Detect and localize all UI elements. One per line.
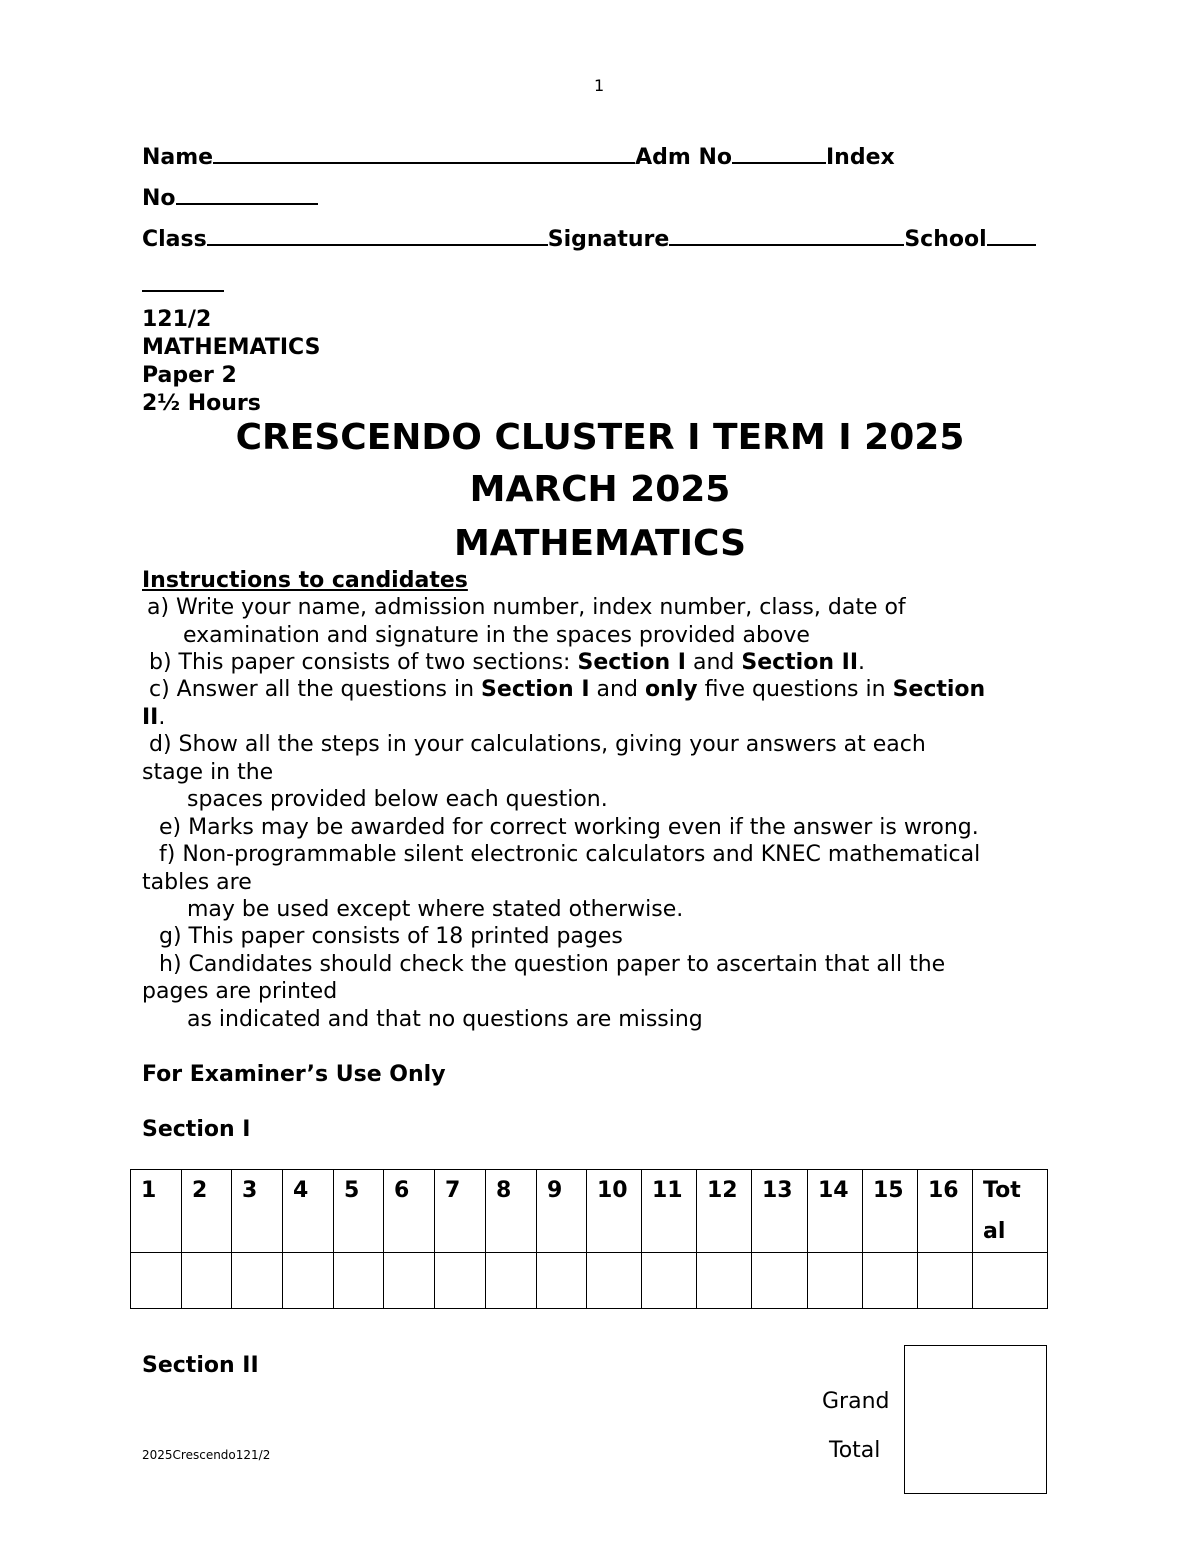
col-header: 12 xyxy=(697,1170,752,1253)
marks-entry-row xyxy=(131,1253,1048,1309)
index-label: Index xyxy=(826,145,895,170)
mark-cell[interactable] xyxy=(486,1253,537,1309)
class-label: Class xyxy=(142,227,207,252)
mark-cell[interactable] xyxy=(752,1253,808,1309)
exam-title: CRESCENDO CLUSTER I TERM I 2025 xyxy=(235,417,965,458)
grand-total-box[interactable] xyxy=(904,1345,1047,1494)
instruction-c: c) Answer all the questions in Section I and only five questions in Section xyxy=(149,677,986,702)
page-number: 1 xyxy=(594,76,605,95)
mark-cell[interactable] xyxy=(642,1253,697,1309)
mark-cell[interactable] xyxy=(435,1253,486,1309)
school-field-continued[interactable] xyxy=(142,268,224,292)
grand-label: Grand xyxy=(822,1389,890,1414)
paper-duration: 2½ Hours xyxy=(142,391,261,416)
instruction-h: h) Candidates should check the question paper to ascertain that all the xyxy=(159,952,946,977)
adm-no-field[interactable] xyxy=(732,142,826,164)
instruction-g: g) This paper consists of 18 printed pages xyxy=(159,924,623,949)
col-header: 16 xyxy=(918,1170,973,1253)
instruction-d-cont1: stage in the xyxy=(142,760,274,785)
section-1-heading: Section I xyxy=(142,1117,251,1142)
total-label: Total xyxy=(829,1438,881,1463)
col-header: 3 xyxy=(232,1170,283,1253)
col-header: 4 xyxy=(283,1170,334,1253)
mark-cell[interactable] xyxy=(334,1253,384,1309)
instruction-h-cont2: as indicated and that no questions are missing xyxy=(187,1007,703,1032)
footer-code: 2025Crescendo121/2 xyxy=(142,1448,271,1462)
marks-header-row xyxy=(131,1170,1048,1253)
name-label: Name xyxy=(142,145,214,170)
mark-cell[interactable] xyxy=(537,1253,587,1309)
col-header: 13 xyxy=(752,1170,808,1253)
class-line xyxy=(142,224,1036,254)
instruction-f: f) Non-programmable silent electronic calculators and KNEC mathematical xyxy=(159,842,981,867)
index-no-line xyxy=(142,183,318,213)
col-header: 15 xyxy=(863,1170,918,1253)
instruction-d-cont2: spaces provided below each question. xyxy=(187,787,608,812)
mark-cell[interactable] xyxy=(232,1253,283,1309)
col-header: 6 xyxy=(384,1170,435,1253)
mark-cell[interactable] xyxy=(131,1253,182,1309)
col-header: 10 xyxy=(587,1170,642,1253)
signature-label: Signature xyxy=(547,227,670,252)
section-1-marks-table xyxy=(130,1169,1048,1309)
class-field[interactable] xyxy=(207,224,548,246)
col-header: 14 xyxy=(808,1170,863,1253)
instruction-a-cont: examination and signature in the spaces provided above xyxy=(183,623,810,648)
mark-cell[interactable] xyxy=(918,1253,973,1309)
instruction-f-cont1: tables are xyxy=(142,870,252,895)
index-no-label: No xyxy=(142,186,176,211)
school-label: School xyxy=(904,227,987,252)
school-field[interactable] xyxy=(987,224,1036,246)
mark-cell[interactable] xyxy=(587,1253,642,1309)
col-header: 7 xyxy=(435,1170,486,1253)
instruction-d: d) Show all the steps in your calculations, giving your answers at each xyxy=(149,732,926,757)
instruction-e: e) Marks may be awarded for correct working even if the answer is wrong. xyxy=(159,815,979,840)
paper-subject: MATHEMATICS xyxy=(142,335,321,360)
total-col-header: Tot al xyxy=(973,1170,1048,1253)
instruction-a: a) Write your name, admission number, index number, class, date of xyxy=(147,595,906,620)
section-2-heading: Section II xyxy=(142,1353,259,1378)
col-header: 8 xyxy=(486,1170,537,1253)
instruction-c-cont: II. xyxy=(142,705,166,730)
col-header: 5 xyxy=(334,1170,384,1253)
signature-field[interactable] xyxy=(669,224,904,246)
instruction-h-cont1: pages are printed xyxy=(142,979,338,1004)
examiner-heading: For Examiner’s Use Only xyxy=(142,1062,446,1087)
name-field[interactable] xyxy=(213,142,635,164)
instruction-f-cont2: may be used except where stated otherwise. xyxy=(187,897,684,922)
index-no-field[interactable] xyxy=(176,183,318,205)
adm-no-label: Adm No xyxy=(635,145,732,170)
instructions-heading: Instructions to candidates xyxy=(142,568,468,593)
instruction-b: b) This paper consists of two sections: Section I and Section II. xyxy=(149,650,866,675)
mark-cell[interactable] xyxy=(384,1253,435,1309)
col-header: 1 xyxy=(131,1170,182,1253)
mark-cell[interactable] xyxy=(182,1253,232,1309)
total-mark-cell[interactable] xyxy=(973,1253,1048,1309)
mark-cell[interactable] xyxy=(808,1253,863,1309)
col-header: 11 xyxy=(642,1170,697,1253)
paper-code: 121/2 xyxy=(142,307,212,332)
col-header: 9 xyxy=(537,1170,587,1253)
name-line xyxy=(142,142,895,172)
col-header: 2 xyxy=(182,1170,232,1253)
mark-cell[interactable] xyxy=(863,1253,918,1309)
mark-cell[interactable] xyxy=(697,1253,752,1309)
mark-cell[interactable] xyxy=(283,1253,334,1309)
paper-number: Paper 2 xyxy=(142,363,237,388)
exam-subject: MATHEMATICS xyxy=(453,523,747,564)
exam-date: MARCH 2025 xyxy=(469,469,731,510)
